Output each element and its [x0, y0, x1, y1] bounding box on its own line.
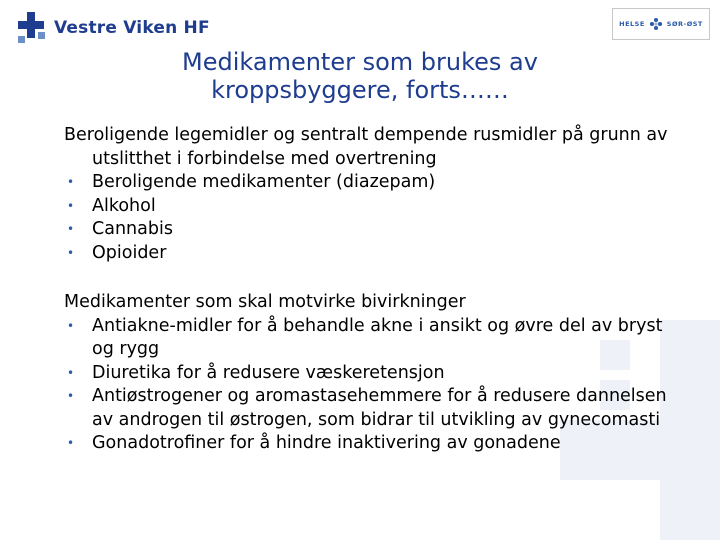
bullet-icon: • [67, 389, 75, 403]
section-spacer [64, 265, 684, 291]
list-item [64, 171, 684, 195]
bullet-icon: • [67, 245, 75, 260]
slide-title-line-1: Medikamenter som brukes av [182, 48, 538, 76]
bullet-icon: • [67, 198, 75, 213]
sorost-logo-text: SØR-ØST [666, 20, 703, 28]
list-item-text: Cannabis [92, 219, 173, 239]
slide-title-line-2: kroppsbyggere, forts…… [211, 76, 509, 104]
helse-sorost-logo [612, 8, 710, 40]
section-heading: Medikamenter som skal motvirke bivirkninger [64, 292, 466, 312]
bullet-icon: • [67, 175, 75, 189]
helse-logo-text: HELSE [619, 20, 645, 28]
list-item [64, 385, 684, 432]
list-item [64, 195, 684, 219]
bullet-icon: • [67, 222, 75, 236]
list-item-text: Gonadotrofiner for å hindre inaktivering av gonadene [92, 433, 561, 453]
vestre-viken-cross-icon [18, 12, 48, 44]
vestre-viken-logo-text: Vestre Viken HF [54, 18, 210, 38]
slide-title [100, 48, 620, 104]
list-item-text: Antiakne-midler for å behandle akne i ansikt og øvre del av bryst og rygg [92, 315, 663, 359]
bullet-icon: • [67, 365, 75, 380]
list-item [64, 432, 684, 456]
helse-dots-icon [649, 17, 663, 31]
vestre-viken-logo [18, 12, 210, 44]
bullet-icon: • [67, 436, 75, 450]
slide-body [64, 124, 684, 456]
bullet-icon: • [67, 318, 75, 333]
list-item-text: Opioider [92, 242, 167, 263]
list-item-text: Alkohol [92, 195, 156, 216]
list-item [64, 362, 684, 386]
list-item-text: Antiøstrogener og aromastasehemmere for å redusere dannelsen av androgen til østrogen, som bidrar til utvikling av gynecomasti [92, 386, 667, 430]
section-heading: Beroligende legemidler og sentralt dempende rusmidler på grunn av utslitthet i forbindelse med overtrening [64, 125, 668, 169]
list-item [64, 242, 684, 266]
list-item-text: Diuretika for å redusere væskeretensjon [92, 362, 445, 383]
list-item [64, 315, 684, 362]
list-item [64, 218, 684, 242]
list-item-text: Beroligende medikamenter (diazepam) [92, 172, 436, 192]
